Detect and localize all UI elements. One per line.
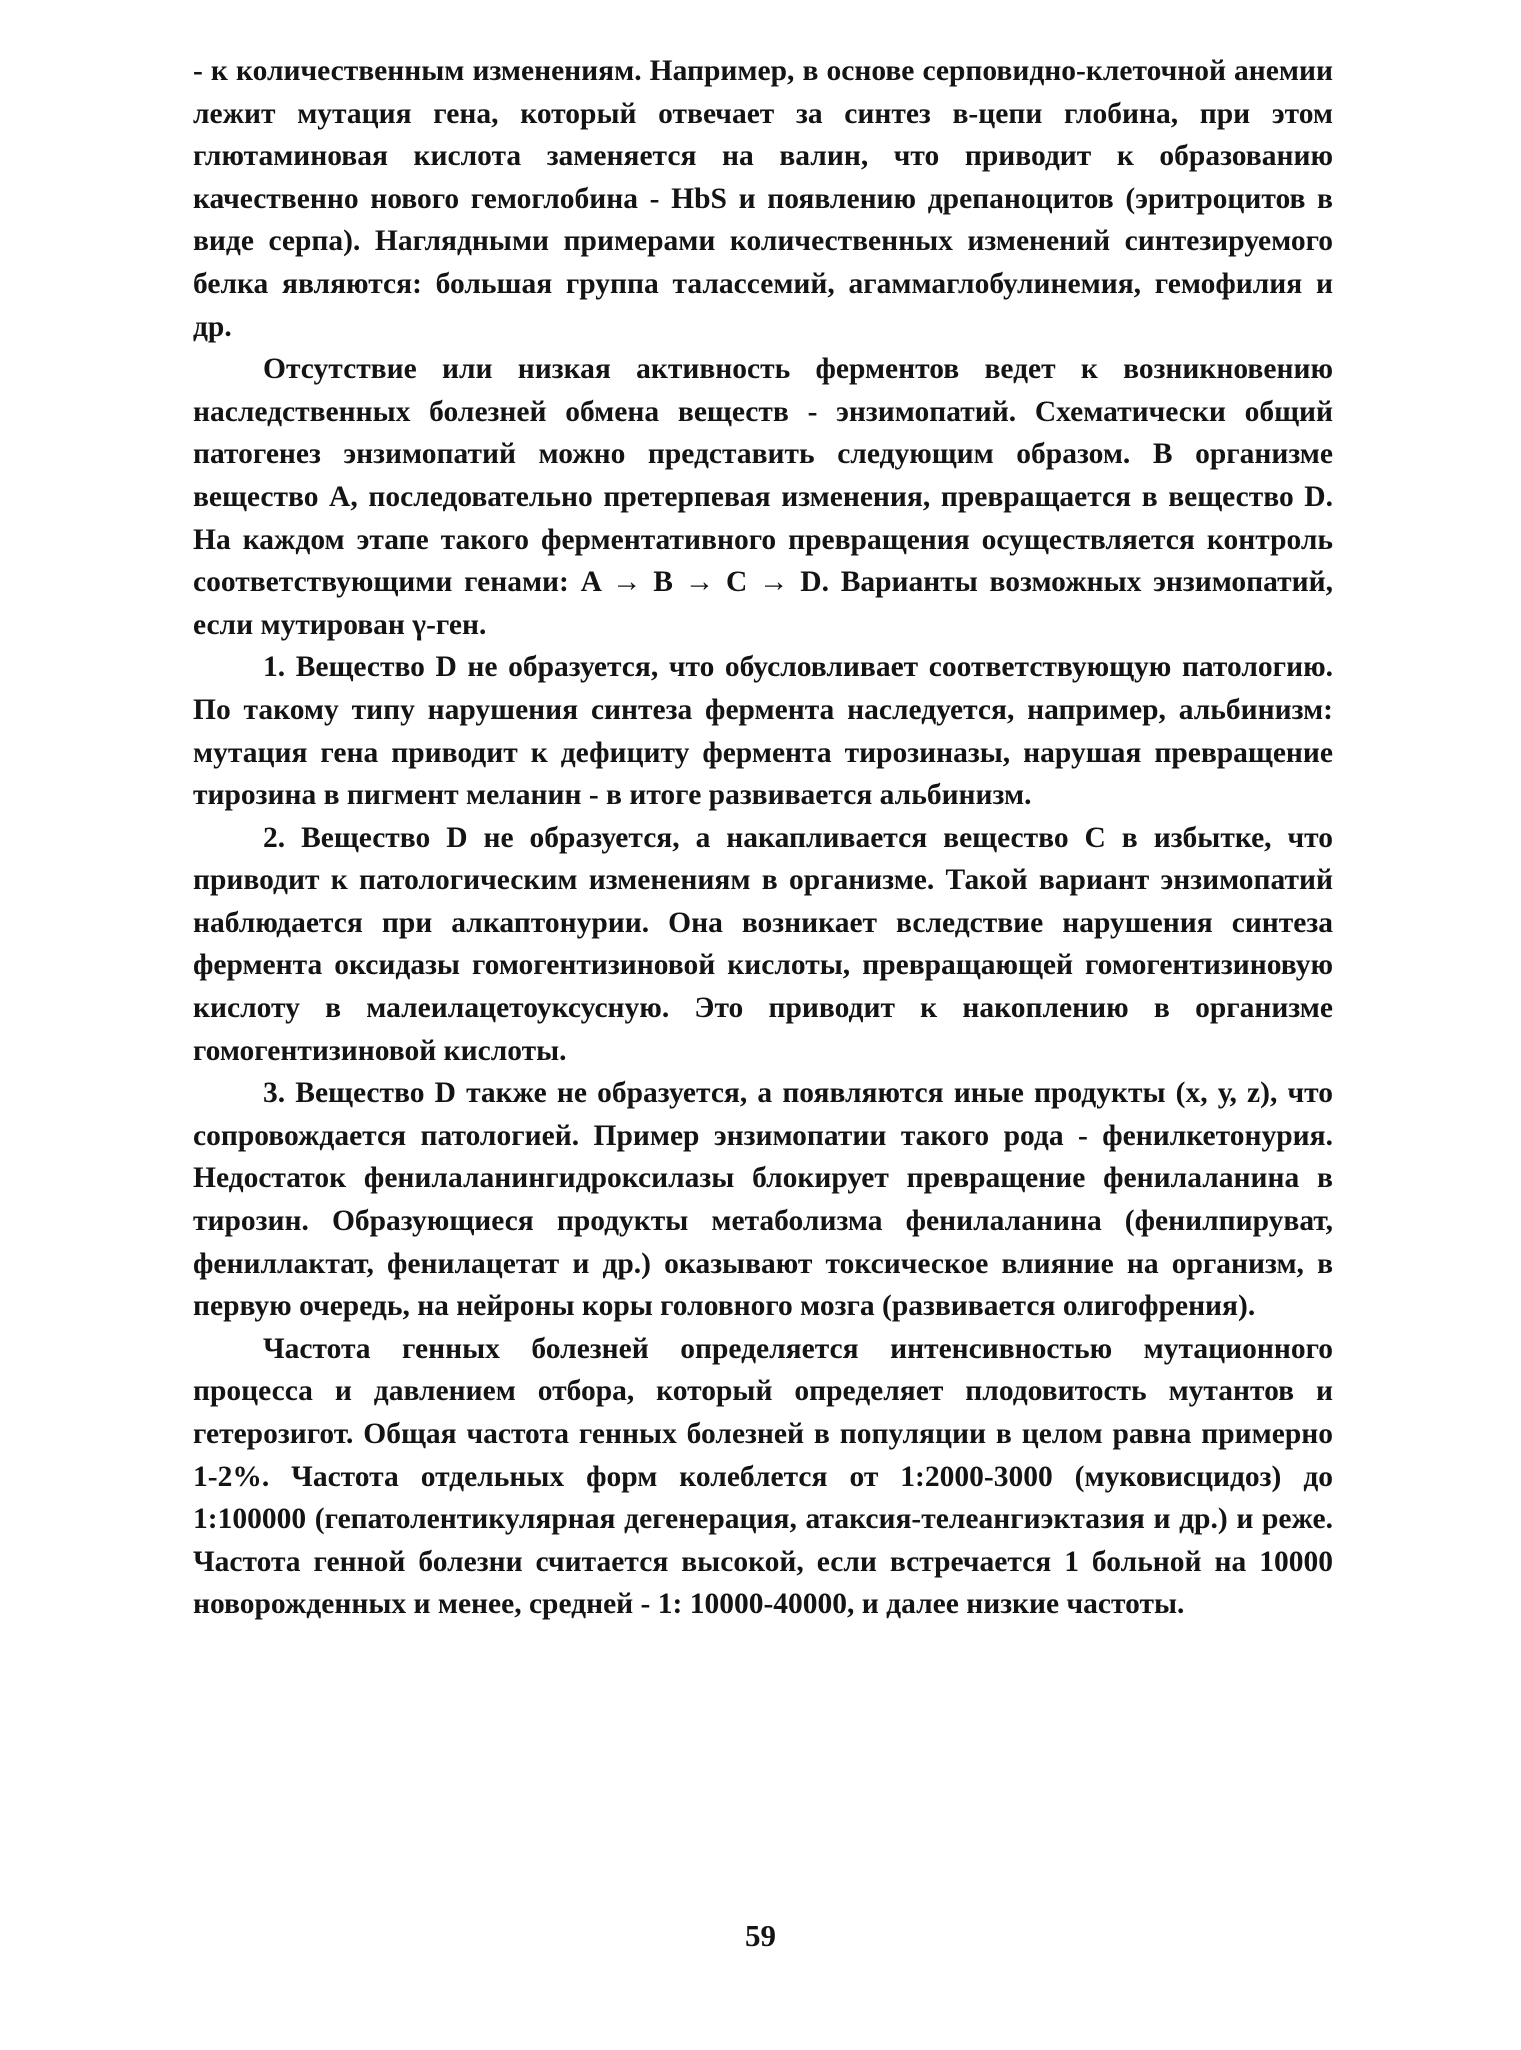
paragraph-variant-1-albinism: 1. Вещество D не образуется, что обусловливает соответствующую патологию. По такому типу нарушения синтеза фермента наследуется, например, альбинизм: мутация гена приводит к дефициту фермента тирозиназы, нарушая превращение тирозина в пигмент меланин - в итоге развивается альбинизм. (193, 651, 1333, 812)
paragraph-enzymopathies: Отсутствие или низкая активность ферментов ведет к возникновению наследственных болезней обмена веществ - энзимопатий. Схематически общий патогенез энзимопатий можно представить следующим образом. В организме вещество А, последовательно претерпевая изменения, превращается в вещество D. На каждом этапе такого ферментативного превращения осуществляется контроль соответствующими генами: A → B → C → D. Варианты возможных энзимопатий, если мутирован γ-ген. (193, 353, 1333, 641)
paragraph-variant-2-alkaptonuria: 2. Вещество D не образуется, а накапливается вещество С в избытке, что приводит к патологическим изменениям в организме. Такой вариант энзимопатий наблюдается при алкаптонурии. Она возникает вследствие нарушения синтеза фермента оксидазы гомогентизиновой кислоты, превращающей гомогентизиновую кислоту в малеилацетоуксусную. Это приводит к накоплению в организме гомогентизиновой кислоты. (193, 821, 1333, 1067)
paragraph-sickle-cell: - к количественным изменениям. Например, в основе серповидно-клеточной анемии лежит мутация гена, который отвечает за синтез в-цепи глобина, при этом глютаминовая кислота заменяется на валин, что приводит к образованию качественно нового гемоглобина - HbS и появлению дрепаноцитов (эритроцитов в виде серпа). Наглядными примерами количественных изменений синтезируемого белка являются: большая группа талассемий, агаммаглобулинемия, гемофилия и др. (193, 55, 1333, 343)
body-text (193, 50, 1333, 1626)
paragraph-gene-disease-frequency: Частота генных болезней определяется интенсивностью мутационного процесса и давлением отбора, который определяет плодовитость мутантов и гетерозигот. Общая частота генных болезней в популяции в целом равна примерно 1-2%. Частота отдельных форм колеблется от 1:2000-3000 (муковисцидоз) до 1:100000 (гепатолентикулярная дегенерация, атаксия-телеангиэктазия и др.) и реже. Частота генной болезни считается высокой, если встречается 1 больной на 10000 новорожденных и менее, средней - 1: 10000-40000, и далее низкие частоты. (193, 1332, 1333, 1621)
paragraph-variant-3-phenylketonuria: 3. Вещество D также не образуется, а появляются иные продукты (х, у, z), что сопровождается патологией. Пример энзимопатии такого рода - фенилкетонурия. Недостаток фенилаланингидроксилазы блокирует превращение фенилаланина в тирозин. Образующиеся продукты метаболизма фенилаланина (фенилпируват, фениллактат, фенилацетат и др.) оказывают токсическое влияние на организм, в первую очередь, на нейроны коры головного мозга (развивается олигофрения). (193, 1077, 1333, 1323)
page-number: 59 (745, 1918, 776, 1953)
